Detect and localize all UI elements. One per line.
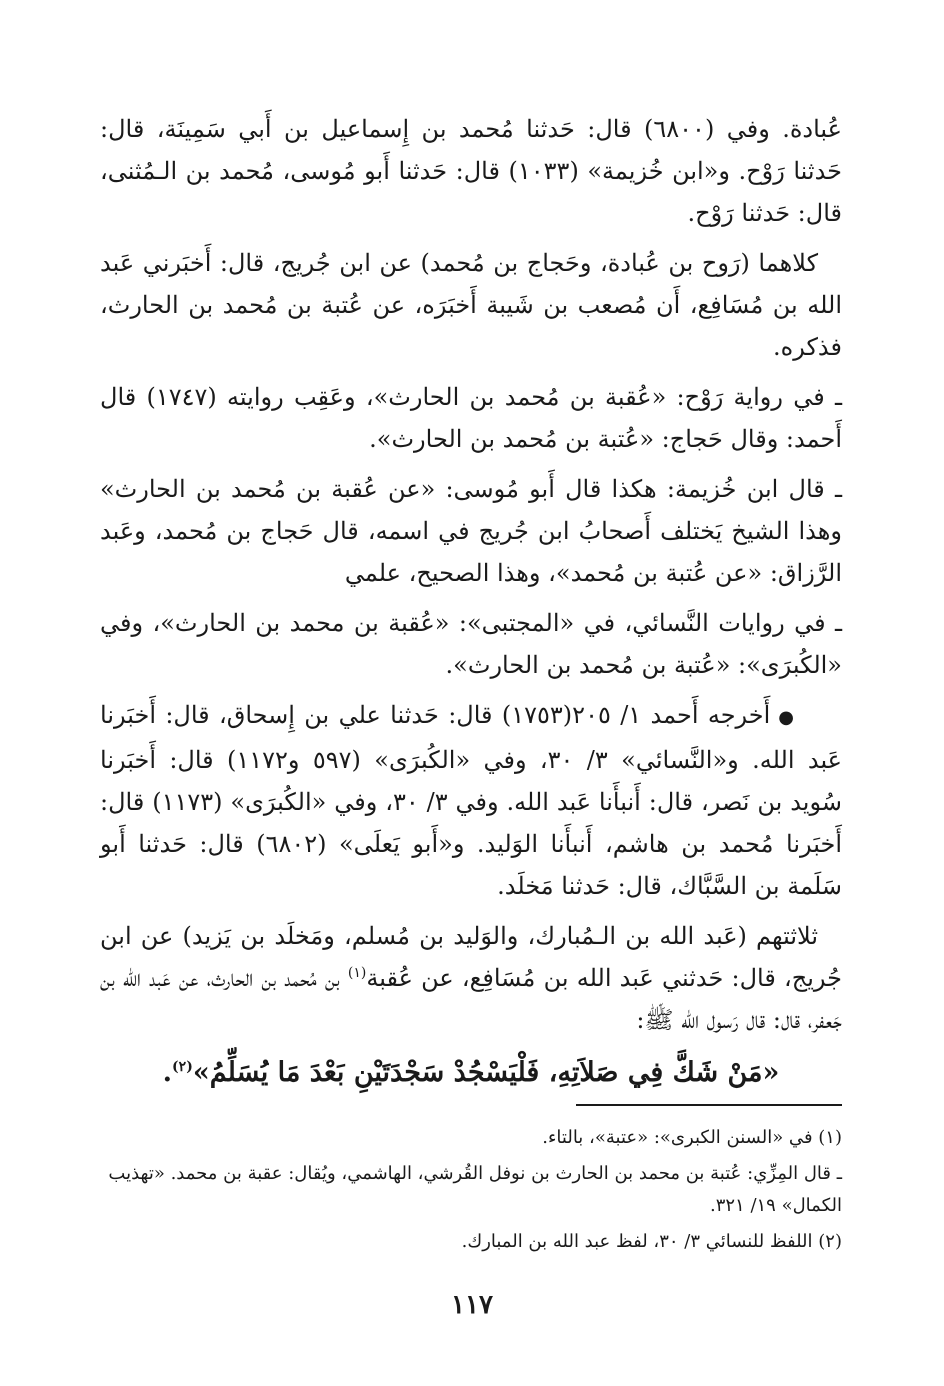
paragraph-3: ـ في رواية رَوْح: «عُقبة بن مُحمد بن الحارث»، وعَقِب روايته (١٧٤٧) قال أَحمد: وقال حَجاج: «عُتبة بن مُحمد بن الحارث».	[100, 383, 842, 453]
footnote-ref-2[interactable]: (٢)	[172, 1059, 193, 1075]
footnote-1: (١) في «السنن الكبرى»: «عتبة»، بالتاء.	[542, 1127, 842, 1148]
paragraph-1: عُبادة. وفي (٦٨٠٠) قال: حَدثنا مُحمد بن إِسماعيل بن أَبي سَمِينَة، قال: حَدثنا رَوْح. و«ابن خُزيمة» (١٠٣٣) قال: حَدثنا أَبو مُوسى، مُحمد بن الـمُثنى، قال: حَدثنا رَوْح.	[100, 115, 843, 227]
footnote-1-continued: ـ قال المِزِّي: عُتبة بن محمد بن الحارث بن نوفل القُرشي، الهاشمي، ويُقال: عقبة بن محمد. «تهذيب الكمال» ١٩/ ٣٢١.	[108, 1163, 842, 1216]
footnote-2: (٢) اللفظ للنسائي ٣/ ٣٠، لفظ عبد الله بن المبارك.	[461, 1231, 842, 1252]
paragraph-6	[100, 694, 842, 907]
paragraph-7-text-after: بن مُحمد بن الحارث، عن عَبد الله بن جَعفر، قال: قال رَسول الله ﷺ:	[100, 964, 842, 1034]
hadith-text: «مَنْ شَكَّ فِي صَلاَتِهِ، فَلْيَسْجُدْ سَجْدَتَيْنِ بَعْدَ مَا يُسَلِّمُ»$^{(٢)}$.	[162, 1057, 780, 1088]
footnote-divider	[576, 1104, 842, 1106]
page-number: ١١٧	[451, 1290, 493, 1320]
paragraph-4: ـ قال ابن خُزيمة: هكذا قال أَبو مُوسى: «عن عُقبة بن مُحمد بن الحارث» وهذا الشيخ يَختلف أَصحابُ ابن جُريج في اسمه، قال حَجاج بن مُحمد، وعَبد الرَّزاق: «عن عُتبة بن مُحمد»، وهذا الصحيح، علمي	[100, 475, 842, 587]
hadith-quote: «مَنْ شَكَّ فِي صَلاَتِهِ، فَلْيَسْجُدْ سَجْدَتَيْنِ بَعْدَ مَا يُسَلِّمُ»	[192, 1057, 780, 1088]
paragraph-2: كلاهما (رَوح بن عُبادة، وحَجاج بن مُحمد) عن ابن جُريج، قال: أَخبَرني عَبد الله بن مُسَافِع، أَن مُصعب بن شَيبة أَخبَرَه، عن عُتبة بن مُحمد بن الحارث، فذكره.	[100, 249, 842, 361]
paragraph-7-text-before: ثلاثتهم (عَبد الله بن الـمُبارك، والوَليد بن مُسلم، ومَخلَد بن يَزيد) عن ابن جُريج، قال: حَدثني عَبد الله بن مُسَافِع، عن عُقبة	[100, 922, 842, 992]
footnotes	[100, 1122, 842, 1262]
main-text	[100, 108, 842, 1095]
bullet-icon: ●	[778, 707, 795, 728]
paragraph-5: ـ في روايات النَّسائي، في «المجتبى»: «عُقبة بن محمد بن الحارث»، وفي «الكُبرَى»: «عُتبة بن مُحمد بن الحارث».	[100, 609, 842, 679]
footnote-ref-1[interactable]: (١)	[347, 965, 367, 981]
paragraph-6-text: أَخرجه أَحمد ١/ ٢٠٥(١٧٥٣) قال: حَدثنا علي بن إِسحاق، قال: أَخبَرنا عَبد الله. و«النَّسائي» ٣/ ٣٠، وفي «الكُبرَى» (٥٩٧ و١١٧٢) قال: أَخبَرنا سُويد بن نَصر، قال: أَنبأَنا عَبد الله. وفي ٣/ ٣٠، وفي «الكُبرَى» (١١٧٣) قال: أَخبَرنا مُحمد بن هاشم، أَنبأَنا الوَليد. و«أَبو يَعلَى» (٦٨٠٢) قال: حَدثنا أَبو سَلَمة بن السَّبَّاك، قال: حَدثنا مَخلَد.	[100, 701, 843, 900]
paragraph-7	[100, 915, 842, 1041]
